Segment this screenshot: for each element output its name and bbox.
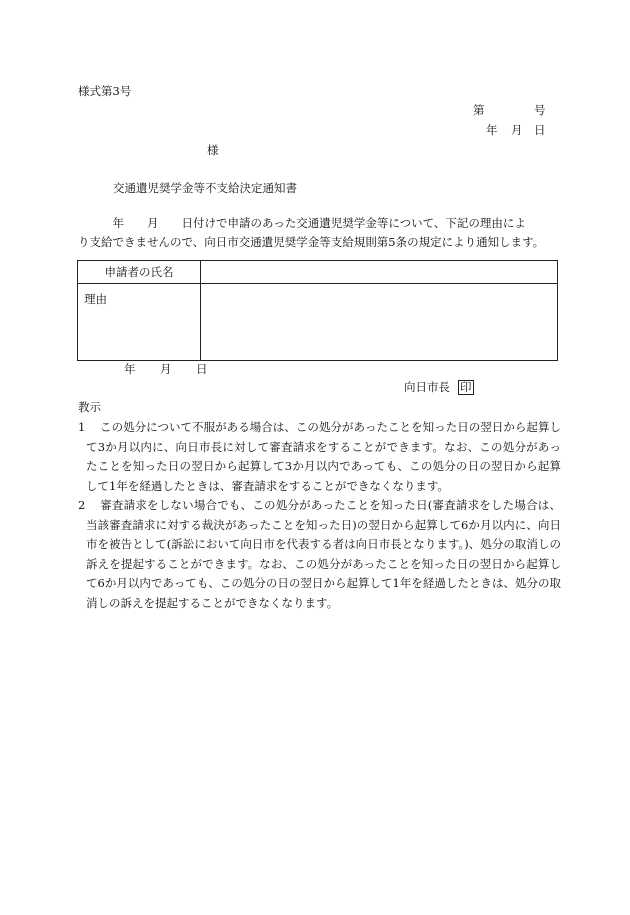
notice-item-number: 1 <box>78 420 86 434</box>
notice-item-2 <box>78 496 561 613</box>
form-number: 様式第3号 <box>78 84 132 98</box>
notice-item-text: 審査請求をしない場合でも、この処分があったことを知った日(審査請求をした場合は、当該審査請求に対する裁決があったことを知った日)の翌日から起算して6か月以内に、向日市を被告として(訴訟において向日市を代表する者は向日市長となります。)、処分の取消しの訴えを提起することができます。なお、この処分があったことを知った日の翌日から起算して6か月以内であっても、この処分の日の翌日から起算して1年を経過したときは、処分の取消しの訴えを提起することができなくなります。 <box>86 498 561 610</box>
body-paragraph <box>78 214 558 252</box>
issuer-name: 向日市長 <box>404 380 450 394</box>
document-title: 交通遺児奨学金等不支給決定通知書 <box>113 181 297 195</box>
notice-item-number: 2 <box>78 498 86 512</box>
notice-list <box>78 418 561 613</box>
seal-mark: 印 <box>460 380 472 394</box>
notice-heading: 教示 <box>78 400 101 414</box>
table-row-applicant <box>78 261 558 284</box>
notice-item-text: この処分について不服がある場合は、この処分があったことを知った日の翌日から起算して3か月以内に、向日市長に対して審査請求をすることができます。なお、この処分があったことを知った日の翌日から起算して3か月以内であっても、この処分の日の翌日から起算して1年を経過したときは、審査請求をすることができなくなります。 <box>86 420 561 493</box>
notice-date-month: 月 <box>160 362 172 376</box>
notice-date-year: 年 <box>124 362 136 376</box>
body-line-2: り支給できませんので、向日市交通遺児奨学金等支給規則第5条の規定により通知します。 <box>78 235 545 249</box>
notice-date-day: 日 <box>196 362 208 376</box>
issue-date-day: 日 <box>534 123 546 137</box>
reason-field <box>201 284 558 361</box>
doc-number-suffix: 号 <box>534 103 546 117</box>
issue-date-year: 年 <box>486 123 498 137</box>
addressee-honorific: 様 <box>207 143 219 157</box>
applicant-name-field <box>201 261 558 284</box>
issuer-block <box>404 378 474 396</box>
body-line-1: 年 月 日付けで申請のあった交通遺児奨学金等について、下記の理由によ <box>78 216 526 230</box>
applicant-table <box>77 260 558 361</box>
notice-item-1 <box>78 418 561 496</box>
reason-label: 理由 <box>78 284 201 361</box>
applicant-name-label: 申請者の氏名 <box>78 261 201 284</box>
doc-number-prefix: 第 <box>473 103 485 117</box>
table-row-reason <box>78 284 558 361</box>
issue-date-month: 月 <box>511 123 523 137</box>
